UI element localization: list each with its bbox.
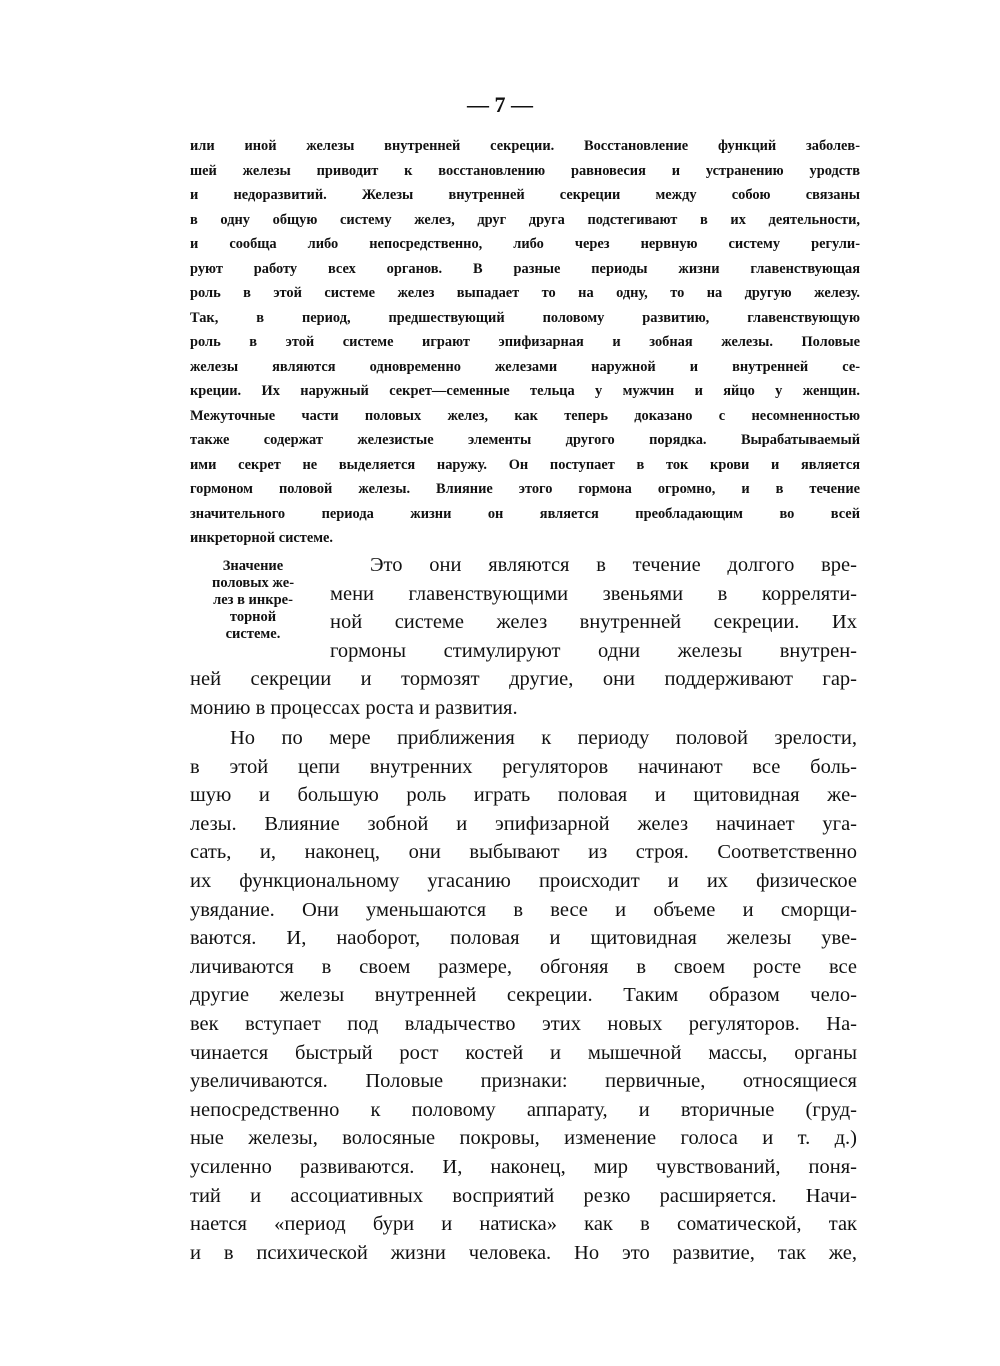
text-line: значительного периода жизни он является преобладающим во всей (190, 505, 860, 522)
margin-note-line: системе. (225, 626, 281, 642)
text-line: увядание. Они уменьшаются в весе и объеме и сморщи- (190, 898, 857, 921)
margin-note-line: половых же- (211, 575, 295, 591)
text-line: тий и ассоциативных восприятий резко расширяется. Начи- (190, 1184, 857, 1207)
text-line: Межуточные части половых желез, как теперь доказано с несомненностью (190, 407, 860, 424)
paragraph-intro-full (190, 665, 857, 722)
text-line: в одну общую систему желез, друг друга подстегивают в их деятельности, (190, 211, 860, 228)
paragraph-intro-wrapped (330, 551, 857, 665)
text-line: век вступает под владычество этих новых регуляторов. На- (190, 1012, 857, 1035)
text-line: ной системе желез внутренней секреции. Их (330, 611, 857, 634)
text-line: шую и большую роль играть половая и щитовидная же- (190, 784, 857, 807)
text-line: сать, и, наконец, они выбывают из строя. Соответственно (190, 841, 857, 864)
text-line: гормоном половой железы. Влияние этого гормона огромно, и в течение (190, 481, 860, 497)
text-line: шей железы приводит к восстановлению равновесия и устранению уродств (190, 162, 860, 179)
text-line: Так, в период, предшествующий половому развитию, главенствующую (190, 309, 860, 326)
text-line: ней секреции и тормозят другие, они поддерживают гар- (190, 668, 857, 690)
text-line: и в психической жизни человека. Но это развитие, так же, (190, 1241, 857, 1264)
text-line: ими секрет не выделяется наружу. Он поступает в ток крови и является (190, 456, 860, 473)
text-line: личиваются в своем размере, обгоняя в своем росте все (190, 955, 857, 978)
paragraph-small (190, 134, 860, 551)
text-line: чинается быстрый рост костей и мышечной массы, органы (190, 1041, 857, 1064)
text-line: также содержат железистые элементы другого порядка. Вырабатываемый (190, 432, 860, 448)
text-line: или иной железы внутренней секреции. Восстановление функций заболев- (190, 138, 860, 154)
text-line: монию в процессах роста и развития. (190, 696, 518, 719)
margin-note (186, 558, 320, 643)
text-line: роль в этой системе желез выпадает то на одну, то на другую железу. (190, 285, 860, 301)
text-line: Но по мере приближения к периоду половой зрелости, (230, 727, 857, 749)
paragraph-main (190, 724, 857, 1267)
margin-note-line: Значение (222, 558, 284, 574)
text-line: их функциональному угасанию происходит и их физическое (190, 869, 857, 892)
text-line: инкреторной системе. (190, 530, 334, 546)
text-line: нается «период бури и натиска» как в соматической, так (190, 1213, 857, 1236)
text-line: руют работу всех органов. В разные периоды жизни главенствующая (190, 260, 860, 277)
text-line: ваются. И, наоборот, половая и щитовидная железы уве- (190, 927, 857, 950)
text-line: увеличиваются. Половые признаки: первичные, относящиеся (190, 1070, 857, 1093)
text-line: лезы. Влияние зобной и эпифизарной желез начинает уга- (190, 812, 857, 835)
text-line: мени главенствующими звеньями в корреляти- (330, 582, 857, 605)
text-line: ные железы, волосяные покровы, изменение голоса и т. д.) (190, 1127, 857, 1150)
text-line: и недоразвитий. Железы внутренней секреции между собою связаны (190, 187, 860, 203)
text-line: в этой цепи внутренних регуляторов начинают все боль- (190, 755, 857, 778)
text-line: креции. Их наружный секрет—семенные тельца у мужчин и яйцо у женщин. (190, 383, 860, 399)
text-line: другие железы внутренней секреции. Таким образом чело- (190, 984, 857, 1007)
margin-note-line: лез в инкре- (213, 592, 293, 608)
text-line: железы являются одновременно железами наружной и внутренней се- (190, 358, 860, 375)
text-line: и сообща либо непосредственно, либо через нервную систему регули- (190, 236, 860, 252)
page-number: — 7 — (467, 92, 533, 117)
text-line: непосредственно к половому аппарату, и вторичные (груд- (190, 1098, 857, 1121)
text-line: роль в этой системе играют эпифизарная и зобная железы. Половые (190, 334, 860, 350)
text-line: гормоны стимулируют одни железы внутрен- (330, 639, 857, 662)
margin-note-line: торной (229, 609, 277, 625)
text-line: Это они являются в течение долгого вре- (370, 554, 857, 576)
text-line: усиленно развиваются. И, наконец, мир чувствований, поня- (190, 1155, 857, 1178)
